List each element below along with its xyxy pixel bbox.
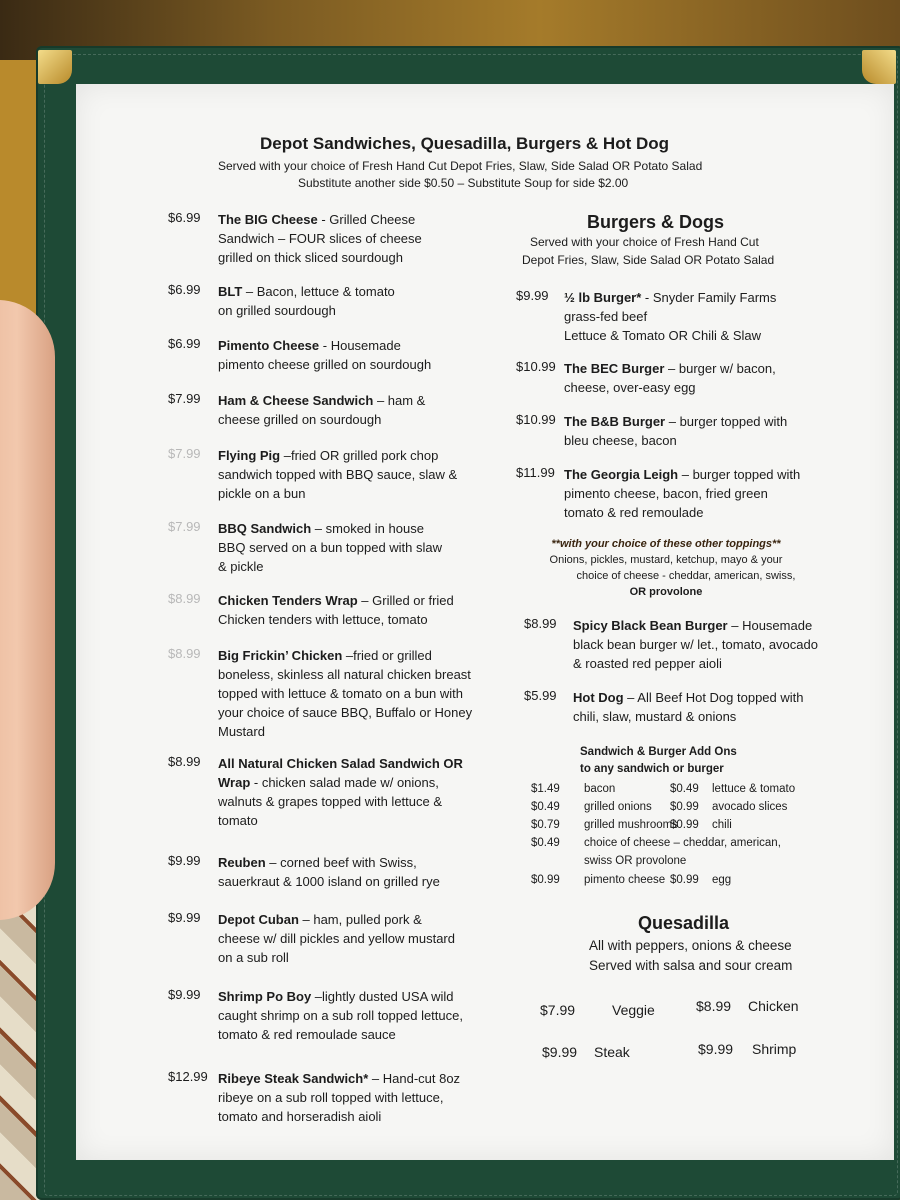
burger-item-name: The BEC Burger [564, 361, 665, 376]
addon-item: bacon [584, 783, 616, 795]
sandwich-item-price: $7.99 [168, 446, 201, 461]
addon-item: swiss OR provolone [584, 855, 687, 867]
sandwich-item-description: Reuben – corned beef with Swiss, sauerkraut & 1000 island on grilled rye [218, 855, 440, 889]
burger-item-description: The B&B Burger – burger topped with bleu cheese, bacon [564, 414, 788, 448]
quesadilla-item: Veggie [612, 1002, 655, 1018]
addon-price: $0.99 [670, 874, 699, 886]
sandwich-item-price: $9.99 [168, 853, 201, 868]
sandwich-item-price: $9.99 [168, 987, 201, 1002]
addon-item: egg [712, 874, 732, 886]
burger-item-options: Lettuce & Tomato OR Chili & Slaw [564, 328, 762, 343]
quesadilla-line-1: All with peppers, onions & cheese [589, 938, 792, 953]
sandwich-item-description: Pimento Cheese - Housemade pimento cheese grilled on sourdough [218, 338, 432, 372]
addon-price: $0.49 [670, 783, 699, 795]
burger-item-price: $10.99 [516, 359, 556, 374]
addon-price: $0.49 [531, 801, 560, 813]
addon-price: $0.99 [531, 874, 560, 886]
sandwich-item-description: All Natural Chicken Salad Sandwich OR Wrap - chicken salad made w/ onions, walnuts & grapes topped with lettuce & tomato [218, 756, 463, 828]
burger-item-price: $5.99 [524, 688, 557, 703]
addon-item: grilled mushrooms [584, 819, 678, 831]
sandwich-item-name: All Natural Chicken Salad Sandwich OR Wrap [218, 756, 463, 790]
corner-top-right-icon [862, 50, 896, 84]
addon-item: chili [712, 819, 732, 831]
burgers-sides-line-1: Served with your choice of Fresh Hand Cut [530, 235, 759, 249]
burger-item-description: ½ lb Burger* - Snyder Family Farms grass-fed beef [564, 290, 777, 324]
sandwich-item-price: $8.99 [168, 591, 201, 606]
addon-price: $0.99 [670, 801, 699, 813]
sandwich-item-description: BLT – Bacon, lettuce & tomato on grilled sourdough [218, 284, 395, 318]
toppings-line-2: choice of cheese - cheddar, american, swiss, [576, 570, 796, 582]
sandwich-item-name: Flying Pig [218, 448, 281, 463]
burger-item-description: Hot Dog – All Beef Hot Dog topped with chili, slaw, mustard & onions [573, 690, 804, 724]
sandwich-item-name: Ham & Cheese Sandwich [218, 393, 374, 408]
sandwich-item-description: Shrimp Po Boy –lightly dusted USA wild caught shrimp on a sub roll topped lettuce, tomato & red remoulade sauce [218, 989, 463, 1042]
sandwich-item-description: Big Frickin’ Chicken –fried or grilled boneless, skinless all natural chicken breast topped with lettuce & tomato on a bun with your choice of sauce BBQ, Buffalo or Honey Mustard [218, 648, 473, 739]
quesadilla-price: $9.99 [698, 1041, 734, 1057]
sandwich-item-name: Big Frickin’ Chicken [218, 648, 343, 663]
addon-item: choice of cheese – cheddar, american, [584, 837, 781, 849]
addon-price: $0.99 [670, 819, 699, 831]
sandwich-item-description: Flying Pig –fried OR grilled pork chop sandwich topped with BBQ sauce, slaw & pickle on a bun [218, 448, 458, 501]
addon-price: $1.49 [531, 783, 560, 795]
sandwich-item-description: Ham & Cheese Sandwich – ham & cheese grilled on sourdough [218, 393, 426, 427]
quesadilla-item: Shrimp [752, 1041, 797, 1057]
burger-item-name: The B&B Burger [564, 414, 666, 429]
sandwich-item-name: Depot Cuban [218, 912, 299, 927]
sandwich-item-price: $9.99 [168, 910, 201, 925]
quesadilla-price: $8.99 [696, 998, 732, 1014]
sandwich-item-name: Shrimp Po Boy [218, 989, 312, 1004]
toppings-line-3: OR provolone [629, 586, 703, 598]
header-substitute-line: Substitute another side $0.50 – Substitute Soup for side $2.00 [298, 176, 629, 190]
sandwich-item-description: The BIG Cheese - Grilled Cheese Sandwich – FOUR slices of cheese grilled on thick sliced sourdough [218, 212, 422, 265]
sandwich-item-price: $6.99 [168, 336, 201, 351]
corner-top-left-icon [38, 50, 72, 84]
burger-item-price: $10.99 [516, 412, 556, 427]
sandwich-item-price: $12.99 [168, 1069, 208, 1084]
addons-subheading: to any sandwich or burger [580, 763, 724, 775]
sandwich-item-price: $7.99 [168, 391, 201, 406]
sandwich-item-price: $6.99 [168, 210, 201, 225]
burger-item-name: The Georgia Leigh [564, 467, 679, 482]
toppings-heading: **with your choice of these other toppings** [551, 538, 781, 550]
sandwich-item-name: Pimento Cheese [218, 338, 320, 353]
sandwich-item-name: Chicken Tenders Wrap [218, 593, 358, 608]
sandwich-item-description: Depot Cuban – ham, pulled pork & cheese w/ dill pickles and yellow mustard on a sub roll [218, 912, 455, 965]
sandwich-item-name: Ribeye Steak Sandwich* [218, 1071, 369, 1086]
sandwich-item-name: BLT [218, 284, 243, 299]
sandwich-item-description: Chicken Tenders Wrap – Grilled or fried Chicken tenders with lettuce, tomato [218, 593, 454, 627]
quesadilla-price: $7.99 [540, 1002, 576, 1018]
sandwich-item-price: $8.99 [168, 754, 201, 769]
burgers-heading: Burgers & Dogs [587, 212, 725, 232]
quesadilla-line-2: Served with salsa and sour cream [589, 958, 793, 973]
sandwich-item-price: $6.99 [168, 282, 201, 297]
burger-item-name: Hot Dog [573, 690, 624, 705]
burger-item-name: Spicy Black Bean Burger [573, 618, 728, 633]
menu-title: Depot Sandwiches, Quesadilla, Burgers & Hot Dog [260, 134, 670, 153]
addons-heading: Sandwich & Burger Add Ons [580, 746, 737, 758]
sandwich-item-price: $8.99 [168, 646, 201, 661]
addon-price: $0.49 [531, 837, 560, 849]
sandwich-item-price: $7.99 [168, 519, 201, 534]
burger-item-name: ½ lb Burger* [564, 290, 642, 305]
sandwich-item-description: Ribeye Steak Sandwich* – Hand-cut 8oz ribeye on a sub roll topped with lettuce, tomato and horseradish aioli [218, 1071, 461, 1124]
sandwich-item-name: The BIG Cheese [218, 212, 318, 227]
addon-item: pimento cheese [584, 874, 666, 886]
sandwich-item-name: BBQ Sandwich [218, 521, 312, 536]
menu-page [76, 84, 894, 1160]
burger-item-price: $11.99 [516, 465, 555, 480]
holding-hand [0, 300, 55, 920]
quesadilla-item: Steak [594, 1044, 630, 1060]
burger-item-price: $9.99 [516, 288, 549, 303]
quesadilla-price: $9.99 [542, 1044, 578, 1060]
addon-price: $0.79 [531, 819, 560, 831]
quesadilla-heading: Quesadilla [638, 913, 730, 933]
burger-item-description: The Georgia Leigh – burger topped with pimento cheese, bacon, fried green tomato & red remoulade [564, 467, 801, 520]
sandwich-item-description: BBQ Sandwich – smoked in house BBQ served on a bun topped with slaw & pickle [218, 521, 443, 574]
addon-item: lettuce & tomato [712, 783, 796, 795]
burgers-sides-line-2: Depot Fries, Slaw, Side Salad OR Potato Salad [522, 253, 775, 267]
sandwich-item-name: Reuben [218, 855, 266, 870]
burger-item-description: Spicy Black Bean Burger – Housemade black bean burger w/ let., tomato, avocado & roasted red pepper aioli [573, 618, 818, 671]
toppings-line-1: Onions, pickles, mustard, ketchup, mayo & your [549, 554, 783, 566]
addon-item: avocado slices [712, 801, 788, 813]
addon-item: grilled onions [584, 801, 652, 813]
header-sides-line: Served with your choice of Fresh Hand Cut Depot Fries, Slaw, Side Salad OR Potato Salad [218, 159, 703, 173]
quesadilla-item: Chicken [748, 998, 799, 1014]
burger-item-price: $8.99 [524, 616, 557, 631]
burger-item-description: The BEC Burger – burger w/ bacon, cheese, over-easy egg [564, 361, 776, 395]
